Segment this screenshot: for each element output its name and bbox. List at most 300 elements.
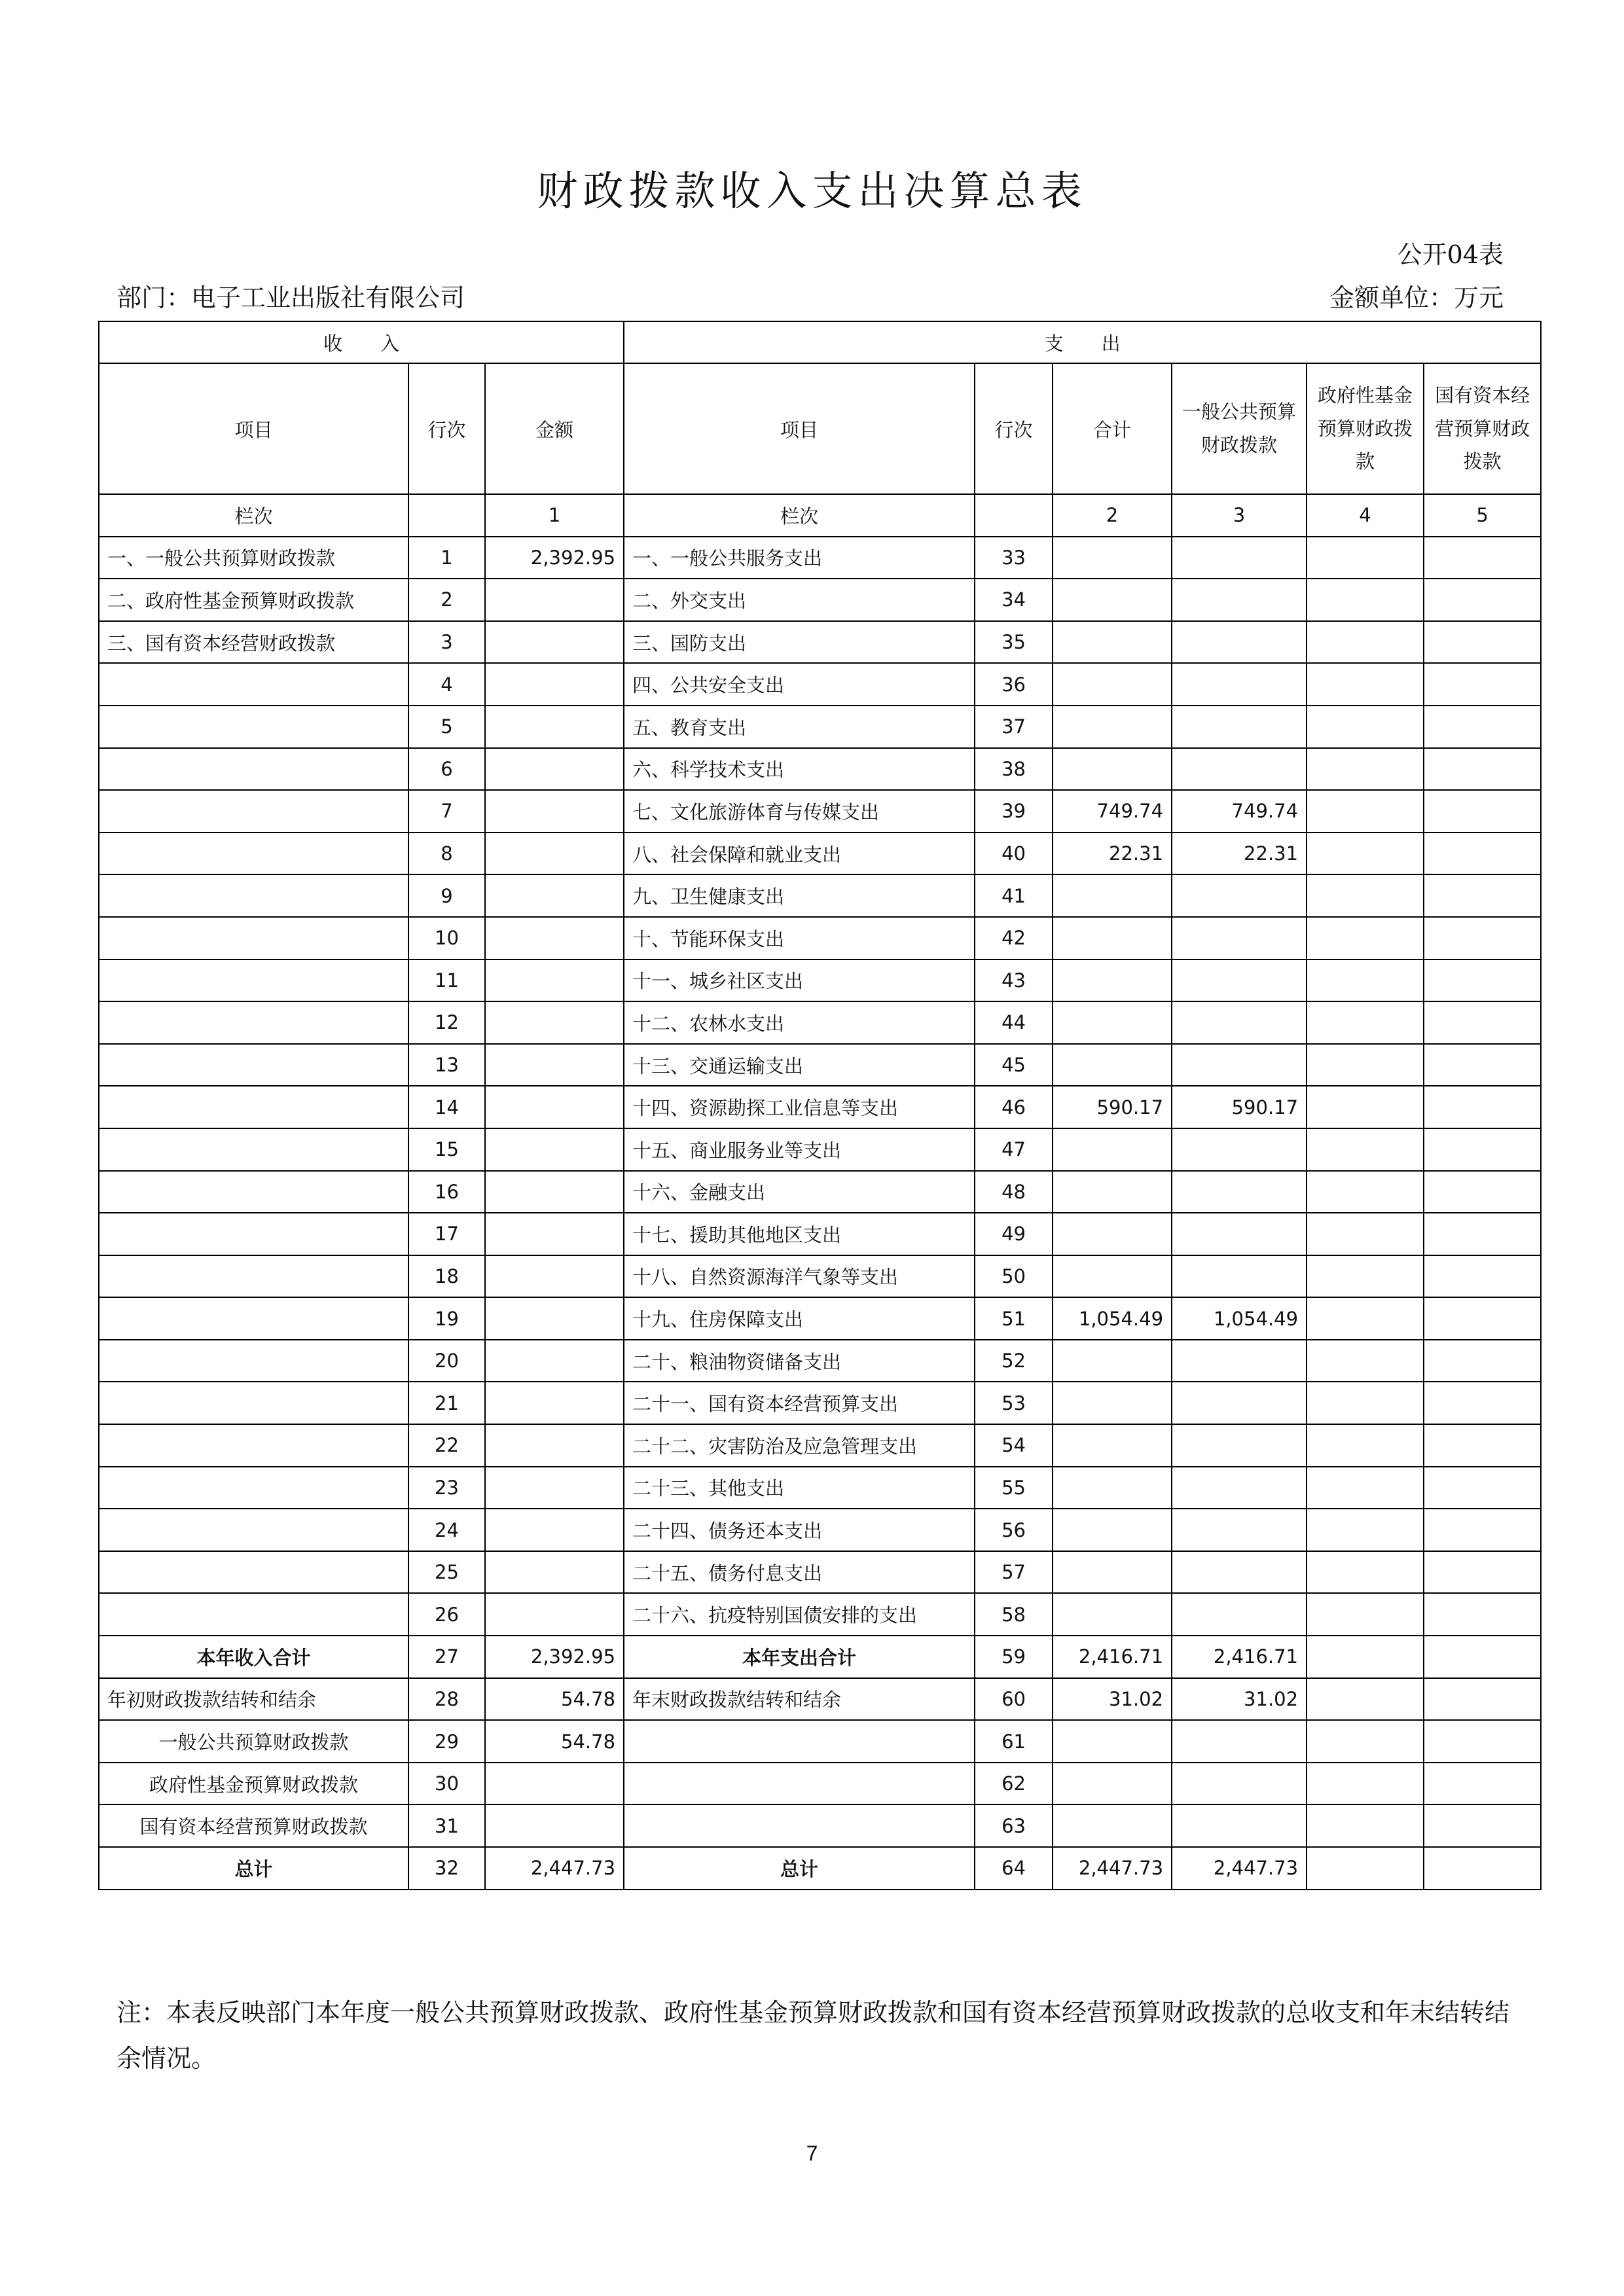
income-amount-cell xyxy=(485,1763,624,1805)
expense-state-capital-cell xyxy=(1424,1001,1541,1044)
expense-general-cell xyxy=(1172,1382,1307,1424)
expense-general-cell: 1,054.49 xyxy=(1172,1297,1307,1340)
expense-gov-fund-cell xyxy=(1307,1847,1424,1890)
table-row xyxy=(99,960,1541,1002)
table-row xyxy=(99,579,1541,621)
expense-state-capital-cell xyxy=(1424,1720,1541,1763)
expense-total-cell xyxy=(1053,1171,1172,1213)
expense-gov-fund-cell xyxy=(1307,917,1424,960)
expense-general-cell xyxy=(1172,1340,1307,1382)
income-line-cell: 2 xyxy=(408,579,485,621)
income-amount-cell xyxy=(485,1804,624,1847)
income-amount-cell xyxy=(485,1382,624,1424)
income-item-cell xyxy=(99,917,408,960)
expense-general-cell xyxy=(1172,663,1307,706)
expense-state-capital-cell xyxy=(1424,790,1541,833)
expense-state-capital-cell xyxy=(1424,1636,1541,1678)
expense-item-cell: 八、社会保障和就业支出 xyxy=(624,833,975,875)
expense-total-cell xyxy=(1053,663,1172,706)
expense-general-cell: 2,416.71 xyxy=(1172,1636,1307,1678)
income-amount-cell xyxy=(485,1213,624,1255)
expense-general-cell xyxy=(1172,1720,1307,1763)
table-row xyxy=(99,1636,1541,1678)
expense-gov-fund-cell xyxy=(1307,748,1424,791)
expense-gov-fund-cell xyxy=(1307,706,1424,748)
expense-line-cell: 64 xyxy=(975,1847,1053,1890)
income-item-cell xyxy=(99,960,408,1002)
income-item-cell xyxy=(99,663,408,706)
page-number: 7 xyxy=(806,2142,818,2165)
expense-line-cell: 53 xyxy=(975,1382,1053,1424)
expense-item-cell: 九、卫生健康支出 xyxy=(624,874,975,917)
expense-item-cell: 二、外交支出 xyxy=(624,579,975,621)
income-line-cell: 23 xyxy=(408,1467,485,1509)
expense-section-header: 支 出 xyxy=(624,321,1541,363)
income-item-cell: 总计 xyxy=(99,1847,408,1890)
expense-total-cell xyxy=(1053,1804,1172,1847)
expense-state-capital-cell xyxy=(1424,537,1541,579)
table-row xyxy=(99,1001,1541,1044)
expense-total-cell xyxy=(1053,1255,1172,1298)
income-amount-cell xyxy=(485,1551,624,1594)
expense-item-cell: 二十四、债务还本支出 xyxy=(624,1509,975,1551)
income-item-cell xyxy=(99,1001,408,1044)
expense-general-cell: 22.31 xyxy=(1172,833,1307,875)
expense-item-cell: 十二、农林水支出 xyxy=(624,1001,975,1044)
expense-state-capital-cell xyxy=(1424,917,1541,960)
income-amount-cell: 2,392.95 xyxy=(485,537,624,579)
expense-general-cell xyxy=(1172,1424,1307,1467)
expense-total-cell xyxy=(1053,748,1172,791)
income-amount-cell: 54.78 xyxy=(485,1720,624,1763)
expense-general-cell: 31.02 xyxy=(1172,1678,1307,1721)
header-income-line: 行次 xyxy=(408,363,485,494)
expense-gov-fund-cell xyxy=(1307,1255,1424,1298)
expense-gov-fund-cell xyxy=(1307,621,1424,664)
income-item-cell: 本年收入合计 xyxy=(99,1636,408,1678)
expense-item-cell: 十三、交通运输支出 xyxy=(624,1044,975,1086)
expense-total-cell: 590.17 xyxy=(1053,1086,1172,1128)
expense-line-cell: 43 xyxy=(975,960,1053,1002)
expense-total-cell: 749.74 xyxy=(1053,790,1172,833)
expense-total-cell xyxy=(1053,917,1172,960)
expense-total-cell xyxy=(1053,1551,1172,1594)
expense-total-cell xyxy=(1053,1001,1172,1044)
income-line-cell: 18 xyxy=(408,1255,485,1298)
expense-general-cell xyxy=(1172,1593,1307,1636)
income-line-cell: 29 xyxy=(408,1720,485,1763)
income-amount-cell xyxy=(485,874,624,917)
expense-line-cell: 60 xyxy=(975,1678,1053,1721)
header-gov-fund: 政府性基金预算财政拨款 xyxy=(1307,363,1424,494)
expense-state-capital-cell xyxy=(1424,748,1541,791)
expense-gov-fund-cell xyxy=(1307,1424,1424,1467)
income-item-cell xyxy=(99,1044,408,1086)
income-amount-cell xyxy=(485,1424,624,1467)
expense-item-cell: 十一、城乡社区支出 xyxy=(624,960,975,1002)
expense-state-capital-cell xyxy=(1424,1424,1541,1467)
income-amount-cell xyxy=(485,706,624,748)
expense-general-cell xyxy=(1172,1171,1307,1213)
expense-item-cell: 二十、粮油物资储备支出 xyxy=(624,1340,975,1382)
expense-line-cell: 61 xyxy=(975,1720,1053,1763)
expense-general-cell xyxy=(1172,1551,1307,1594)
income-item-cell: 年初财政拨款结转和结余 xyxy=(99,1678,408,1721)
header-income-item: 项目 xyxy=(99,363,408,494)
table-row xyxy=(99,1297,1541,1340)
expense-total-cell xyxy=(1053,874,1172,917)
table-row xyxy=(99,1551,1541,1594)
section-header-row xyxy=(99,321,1541,363)
expense-item-cell: 十六、金融支出 xyxy=(624,1171,975,1213)
expense-total-cell: 22.31 xyxy=(1053,833,1172,875)
column-number-row xyxy=(99,494,1541,537)
expense-gov-fund-cell xyxy=(1307,1044,1424,1086)
income-amount-cell xyxy=(485,1593,624,1636)
column-number-2: 2 xyxy=(1053,494,1172,537)
expense-line-cell: 44 xyxy=(975,1001,1053,1044)
expense-total-cell xyxy=(1053,1213,1172,1255)
column-number-blank xyxy=(975,494,1053,537)
expense-total-cell: 2,447.73 xyxy=(1053,1847,1172,1890)
header-income-amount: 金额 xyxy=(485,363,624,494)
expense-gov-fund-cell xyxy=(1307,833,1424,875)
table-row xyxy=(99,1382,1541,1424)
income-line-cell: 21 xyxy=(408,1382,485,1424)
expense-state-capital-cell xyxy=(1424,1086,1541,1128)
expense-state-capital-cell xyxy=(1424,1467,1541,1509)
income-line-cell: 31 xyxy=(408,1804,485,1847)
expense-general-cell xyxy=(1172,537,1307,579)
expense-general-cell xyxy=(1172,1128,1307,1171)
table-row xyxy=(99,1340,1541,1382)
table-row xyxy=(99,1424,1541,1467)
income-amount-cell xyxy=(485,1509,624,1551)
income-item-cell xyxy=(99,1171,408,1213)
expense-line-cell: 33 xyxy=(975,537,1053,579)
income-line-cell: 22 xyxy=(408,1424,485,1467)
income-item-cell xyxy=(99,874,408,917)
table-row xyxy=(99,917,1541,960)
income-line-cell: 19 xyxy=(408,1297,485,1340)
expense-line-cell: 50 xyxy=(975,1255,1053,1298)
expense-state-capital-cell xyxy=(1424,1382,1541,1424)
expense-item-cell xyxy=(624,1720,975,1763)
expense-state-capital-cell xyxy=(1424,1593,1541,1636)
expense-gov-fund-cell xyxy=(1307,874,1424,917)
expense-item-cell: 四、公共安全支出 xyxy=(624,663,975,706)
expense-general-cell xyxy=(1172,1255,1307,1298)
expense-gov-fund-cell xyxy=(1307,663,1424,706)
income-item-cell xyxy=(99,1509,408,1551)
expense-line-cell: 47 xyxy=(975,1128,1053,1171)
expense-line-cell: 36 xyxy=(975,663,1053,706)
income-item-cell: 三、国有资本经营财政拨款 xyxy=(99,621,408,664)
table-row xyxy=(99,706,1541,748)
expense-item-cell: 六、科学技术支出 xyxy=(624,748,975,791)
income-line-cell: 26 xyxy=(408,1593,485,1636)
expense-general-cell xyxy=(1172,1763,1307,1805)
expense-state-capital-cell xyxy=(1424,1297,1541,1340)
expense-general-cell xyxy=(1172,1467,1307,1509)
expense-total-cell: 1,054.49 xyxy=(1053,1297,1172,1340)
income-line-cell: 30 xyxy=(408,1763,485,1805)
income-line-cell: 11 xyxy=(408,960,485,1002)
income-section-header: 收 入 xyxy=(99,321,624,363)
expense-state-capital-cell xyxy=(1424,1678,1541,1721)
income-amount-cell xyxy=(485,748,624,791)
table-row xyxy=(99,663,1541,706)
income-line-cell: 28 xyxy=(408,1678,485,1721)
income-line-cell: 5 xyxy=(408,706,485,748)
table-row xyxy=(99,537,1541,579)
expense-item-cell: 二十六、抗疫特别国债安排的支出 xyxy=(624,1593,975,1636)
expense-general-cell: 2,447.73 xyxy=(1172,1847,1307,1890)
expense-general-cell xyxy=(1172,1804,1307,1847)
department-label: 部门：电子工业出版社有限公司 xyxy=(117,283,465,312)
expense-total-cell xyxy=(1053,1720,1172,1763)
expense-gov-fund-cell xyxy=(1307,579,1424,621)
expense-gov-fund-cell xyxy=(1307,1551,1424,1594)
income-amount-cell: 2,447.73 xyxy=(485,1847,624,1890)
table-row xyxy=(99,1213,1541,1255)
expense-state-capital-cell xyxy=(1424,1171,1541,1213)
income-amount-cell: 54.78 xyxy=(485,1678,624,1721)
income-item-cell xyxy=(99,1128,408,1171)
header-general-budget: 一般公共预算财政拨款 xyxy=(1172,363,1307,494)
income-item-cell xyxy=(99,1593,408,1636)
income-amount-cell xyxy=(485,1340,624,1382)
table-row xyxy=(99,1847,1541,1890)
expense-state-capital-cell xyxy=(1424,833,1541,875)
expense-gov-fund-cell xyxy=(1307,1382,1424,1424)
expense-state-capital-cell xyxy=(1424,663,1541,706)
table-row xyxy=(99,1720,1541,1763)
expense-gov-fund-cell xyxy=(1307,1171,1424,1213)
expense-total-cell: 2,416.71 xyxy=(1053,1636,1172,1678)
income-amount-cell xyxy=(485,1297,624,1340)
expense-state-capital-cell xyxy=(1424,1551,1541,1594)
income-line-cell: 3 xyxy=(408,621,485,664)
expense-gov-fund-cell xyxy=(1307,1636,1424,1678)
expense-total-cell xyxy=(1053,960,1172,1002)
expense-general-cell xyxy=(1172,874,1307,917)
expense-state-capital-cell xyxy=(1424,1255,1541,1298)
expense-total-cell xyxy=(1053,1467,1172,1509)
expense-item-cell: 十、节能环保支出 xyxy=(624,917,975,960)
income-line-cell: 14 xyxy=(408,1086,485,1128)
expense-line-cell: 63 xyxy=(975,1804,1053,1847)
income-item-cell xyxy=(99,748,408,791)
expense-item-cell: 年末财政拨款结转和结余 xyxy=(624,1678,975,1721)
expense-item-cell: 十七、援助其他地区支出 xyxy=(624,1213,975,1255)
table-row xyxy=(99,1763,1541,1805)
expense-item-cell: 十九、住房保障支出 xyxy=(624,1297,975,1340)
income-line-cell: 17 xyxy=(408,1213,485,1255)
header-expense-item: 项目 xyxy=(624,363,975,494)
expense-general-cell: 590.17 xyxy=(1172,1086,1307,1128)
income-amount-cell xyxy=(485,1086,624,1128)
income-line-cell: 20 xyxy=(408,1340,485,1382)
expense-item-cell: 二十五、债务付息支出 xyxy=(624,1551,975,1594)
expense-item-cell xyxy=(624,1804,975,1847)
expense-line-cell: 56 xyxy=(975,1509,1053,1551)
expense-line-cell: 62 xyxy=(975,1763,1053,1805)
expense-total-cell: 31.02 xyxy=(1053,1678,1172,1721)
header-state-capital: 国有资本经营预算财政拨款 xyxy=(1424,363,1541,494)
income-amount-cell xyxy=(485,621,624,664)
expense-general-cell xyxy=(1172,579,1307,621)
income-line-cell: 15 xyxy=(408,1128,485,1171)
income-item-cell: 国有资本经营预算财政拨款 xyxy=(99,1804,408,1847)
expense-gov-fund-cell xyxy=(1307,537,1424,579)
table-row xyxy=(99,1128,1541,1171)
expense-gov-fund-cell xyxy=(1307,1297,1424,1340)
page-title: 财政拨款收入支出决算总表 xyxy=(537,167,1087,215)
income-amount-cell xyxy=(485,1171,624,1213)
expense-item-cell: 十五、商业服务业等支出 xyxy=(624,1128,975,1171)
expense-total-cell xyxy=(1053,1382,1172,1424)
expense-gov-fund-cell xyxy=(1307,1213,1424,1255)
income-item-cell xyxy=(99,1382,408,1424)
expense-general-cell xyxy=(1172,1509,1307,1551)
income-line-cell: 4 xyxy=(408,663,485,706)
income-item-cell xyxy=(99,1467,408,1509)
table-row xyxy=(99,1509,1541,1551)
expense-gov-fund-cell xyxy=(1307,960,1424,1002)
expense-gov-fund-cell xyxy=(1307,1086,1424,1128)
expense-state-capital-cell xyxy=(1424,621,1541,664)
column-number-blank xyxy=(408,494,485,537)
income-line-cell: 10 xyxy=(408,917,485,960)
income-line-cell: 1 xyxy=(408,537,485,579)
income-amount-cell: 2,392.95 xyxy=(485,1636,624,1678)
table-row xyxy=(99,1171,1541,1213)
expense-state-capital-cell xyxy=(1424,1763,1541,1805)
expense-item-cell: 十八、自然资源海洋气象等支出 xyxy=(624,1255,975,1298)
expense-gov-fund-cell xyxy=(1307,1593,1424,1636)
expense-line-cell: 51 xyxy=(975,1297,1053,1340)
expense-state-capital-cell xyxy=(1424,579,1541,621)
expense-gov-fund-cell xyxy=(1307,1001,1424,1044)
income-item-cell: 二、政府性基金预算财政拨款 xyxy=(99,579,408,621)
expense-item-cell: 二十一、国有资本经营预算支出 xyxy=(624,1382,975,1424)
income-item-cell xyxy=(99,1297,408,1340)
income-amount-cell xyxy=(485,960,624,1002)
expense-gov-fund-cell xyxy=(1307,1804,1424,1847)
income-item-cell xyxy=(99,1213,408,1255)
income-amount-cell xyxy=(485,663,624,706)
expense-item-cell: 一、一般公共服务支出 xyxy=(624,537,975,579)
column-label-left: 栏次 xyxy=(99,494,408,537)
income-item-cell xyxy=(99,1340,408,1382)
expense-line-cell: 58 xyxy=(975,1593,1053,1636)
expense-total-cell xyxy=(1053,1044,1172,1086)
amount-unit-label: 金额单位：万元 xyxy=(1329,283,1504,312)
income-item-cell: 一般公共预算财政拨款 xyxy=(99,1720,408,1763)
expense-state-capital-cell xyxy=(1424,1804,1541,1847)
expense-gov-fund-cell xyxy=(1307,1678,1424,1721)
expense-line-cell: 57 xyxy=(975,1551,1053,1594)
table-row xyxy=(99,621,1541,664)
expense-gov-fund-cell xyxy=(1307,790,1424,833)
expense-state-capital-cell xyxy=(1424,706,1541,748)
income-line-cell: 6 xyxy=(408,748,485,791)
expense-total-cell xyxy=(1053,706,1172,748)
expense-line-cell: 34 xyxy=(975,579,1053,621)
income-item-cell xyxy=(99,1424,408,1467)
form-number: 公开04表 xyxy=(1397,240,1504,269)
expense-line-cell: 40 xyxy=(975,833,1053,875)
expense-total-cell xyxy=(1053,1593,1172,1636)
header-expense-line: 行次 xyxy=(975,363,1053,494)
income-amount-cell xyxy=(485,579,624,621)
income-line-cell: 25 xyxy=(408,1551,485,1594)
expense-line-cell: 49 xyxy=(975,1213,1053,1255)
expense-general-cell xyxy=(1172,706,1307,748)
table-row xyxy=(99,790,1541,833)
expense-line-cell: 55 xyxy=(975,1467,1053,1509)
column-number-3: 3 xyxy=(1172,494,1307,537)
column-label-right: 栏次 xyxy=(624,494,975,537)
expense-state-capital-cell xyxy=(1424,960,1541,1002)
expense-gov-fund-cell xyxy=(1307,1720,1424,1763)
column-number-4: 4 xyxy=(1307,494,1424,537)
expense-general-cell xyxy=(1172,748,1307,791)
expense-state-capital-cell xyxy=(1424,1128,1541,1171)
income-item-cell: 一、一般公共预算财政拨款 xyxy=(99,537,408,579)
income-amount-cell xyxy=(485,1128,624,1171)
column-number-5: 5 xyxy=(1424,494,1541,537)
income-line-cell: 13 xyxy=(408,1044,485,1086)
table-row xyxy=(99,1593,1541,1636)
income-item-cell xyxy=(99,706,408,748)
expense-item-cell xyxy=(624,1763,975,1805)
expense-line-cell: 48 xyxy=(975,1171,1053,1213)
income-item-cell xyxy=(99,1551,408,1594)
budget-table xyxy=(98,321,1542,1890)
expense-line-cell: 41 xyxy=(975,874,1053,917)
expense-gov-fund-cell xyxy=(1307,1128,1424,1171)
income-amount-cell xyxy=(485,790,624,833)
expense-line-cell: 37 xyxy=(975,706,1053,748)
expense-total-cell xyxy=(1053,621,1172,664)
expense-line-cell: 39 xyxy=(975,790,1053,833)
expense-item-cell: 本年支出合计 xyxy=(624,1636,975,1678)
expense-general-cell xyxy=(1172,1001,1307,1044)
expense-item-cell: 二十二、灾害防治及应急管理支出 xyxy=(624,1424,975,1467)
column-number-1: 1 xyxy=(485,494,624,537)
expense-state-capital-cell xyxy=(1424,1340,1541,1382)
expense-total-cell xyxy=(1053,1509,1172,1551)
expense-state-capital-cell xyxy=(1424,1847,1541,1890)
income-line-cell: 9 xyxy=(408,874,485,917)
expense-line-cell: 54 xyxy=(975,1424,1053,1467)
income-line-cell: 12 xyxy=(408,1001,485,1044)
table-row xyxy=(99,1044,1541,1086)
expense-total-cell xyxy=(1053,1128,1172,1171)
expense-total-cell xyxy=(1053,1424,1172,1467)
expense-line-cell: 52 xyxy=(975,1340,1053,1382)
expense-line-cell: 38 xyxy=(975,748,1053,791)
table-row xyxy=(99,1467,1541,1509)
expense-total-cell xyxy=(1053,537,1172,579)
expense-state-capital-cell xyxy=(1424,874,1541,917)
expense-state-capital-cell xyxy=(1424,1509,1541,1551)
table-row xyxy=(99,748,1541,791)
expense-total-cell xyxy=(1053,1763,1172,1805)
table-row xyxy=(99,833,1541,875)
